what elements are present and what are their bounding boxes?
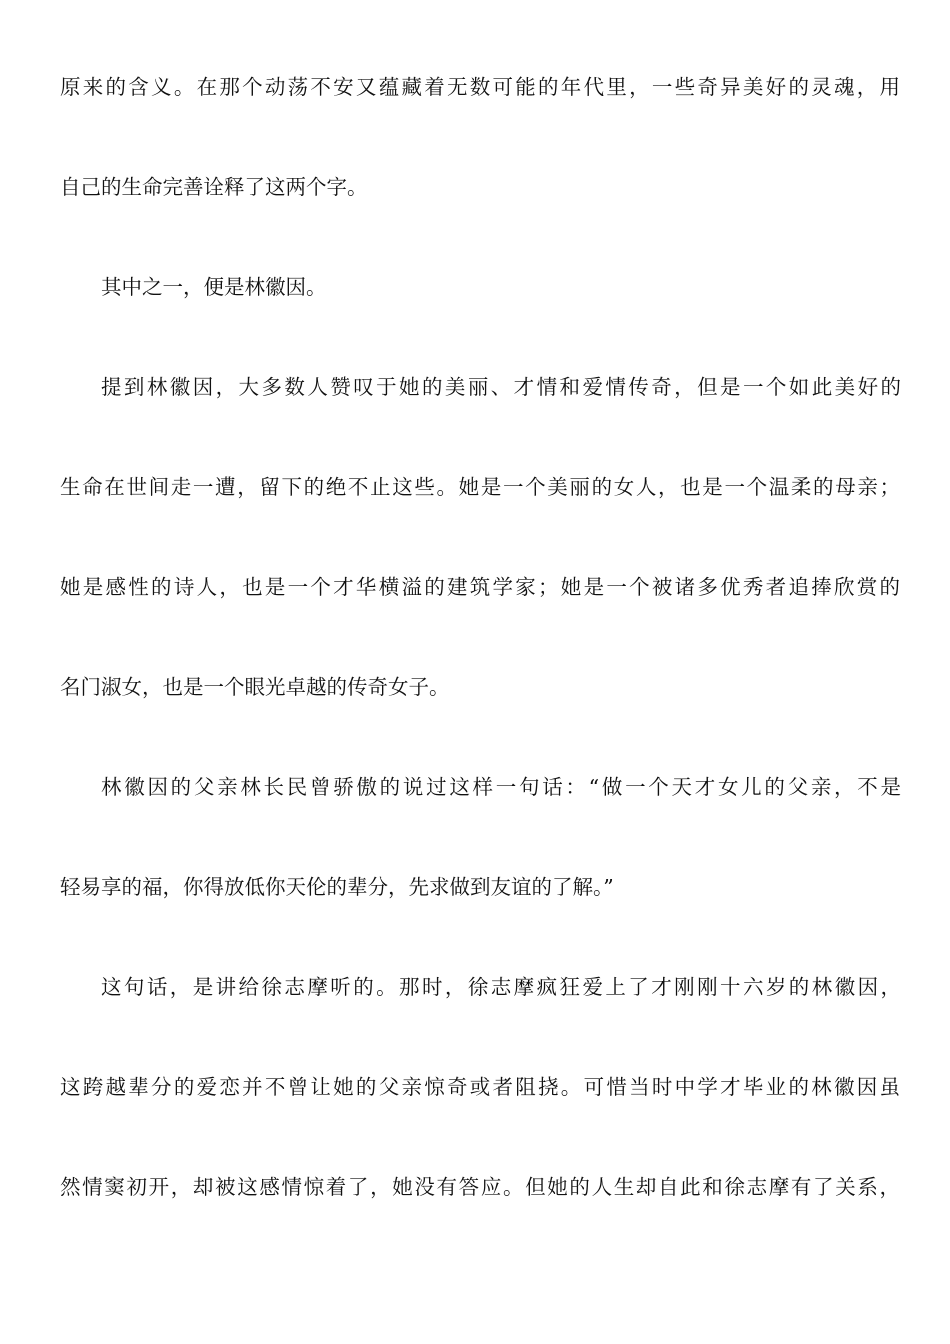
text-line: 其中之一，便是林徽因。 <box>101 275 327 299</box>
text-line: 林徽因的父亲林长民曾骄傲的说过这样一句话：“做一个天才女儿的父亲，不是 <box>101 775 901 799</box>
text-line: 她是感性的诗人，也是一个才华横溢的建筑学家；她是一个被诸多优秀者追捧欣赏的 <box>60 575 900 599</box>
text-line: 这句话，是讲给徐志摩听的。那时，徐志摩疯狂爱上了才刚刚十六岁的林徽因， <box>101 975 901 999</box>
text-line: 然情窦初开，却被这感情惊着了，她没有答应。但她的人生却自此和徐志摩有了关系， <box>60 1175 900 1199</box>
text-line: 原来的含义。在那个动荡不安又蕴藏着无数可能的年代里，一些奇异美好的灵魂，用 <box>60 75 900 99</box>
text-line: 名门淑女，也是一个眼光卓越的传奇女子。 <box>60 675 450 699</box>
text-line: 提到林徽因，大多数人赞叹于她的美丽、才情和爱情传奇，但是一个如此美好的 <box>101 375 901 399</box>
text-line: 这跨越辈分的爱恋并不曾让她的父亲惊奇或者阻挠。可惜当时中学才毕业的林徽因虽 <box>60 1075 900 1099</box>
text-line: 轻易享的福，你得放低你天伦的辈分，先求做到友谊的了解。” <box>60 875 614 899</box>
text-line: 自己的生命完善诠释了这两个字。 <box>60 175 368 199</box>
text-line: 生命在世间走一遭，留下的绝不止这些。她是一个美丽的女人，也是一个温柔的母亲； <box>60 475 900 499</box>
